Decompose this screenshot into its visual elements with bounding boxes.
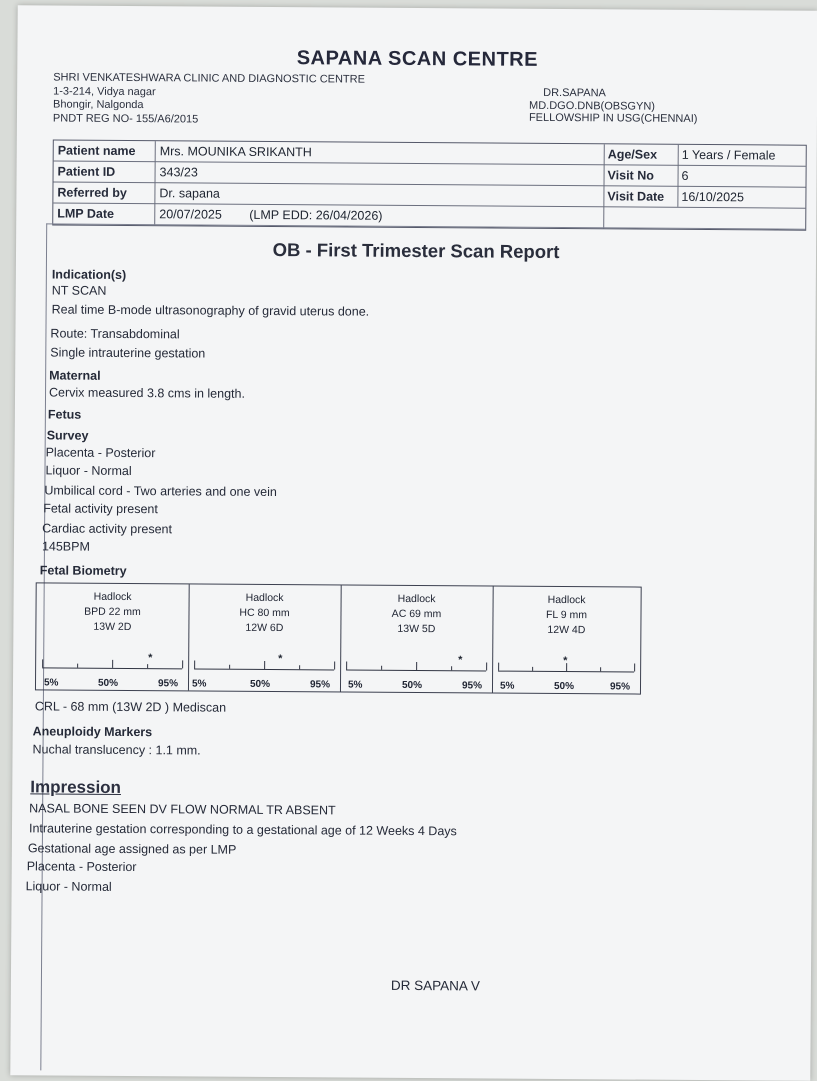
biometry-measure: BPD 22 mm <box>84 605 141 619</box>
fetus-heading: Fetus <box>47 407 82 422</box>
gestation-line: Single intrauterine gestation <box>50 345 206 361</box>
percentile-marker: * <box>563 655 568 668</box>
impression-line: Gestational age assigned as per LMP <box>27 841 237 857</box>
pct-95-label: 95% <box>157 678 179 690</box>
label-referred-by: Referred by <box>57 185 127 200</box>
scale-tick <box>416 662 417 670</box>
pct-5-label: 5% <box>499 680 515 692</box>
biometry-method: Hadlock <box>93 590 132 604</box>
label-patient-id: Patient ID <box>57 164 116 179</box>
scale-tick-minor <box>229 665 230 669</box>
patient-name: Mrs. MOUNIKA SRIKANTH <box>159 144 312 160</box>
scale-tick-minor <box>147 664 148 668</box>
pct-50-label: 50% <box>249 678 271 690</box>
label-visit-no: Visit No <box>607 168 654 183</box>
scale-tick <box>486 663 487 671</box>
nt-line: Nuchal translucency : 1.1 mm. <box>32 742 201 758</box>
percentile-scale <box>194 653 334 670</box>
referred-by: Dr. sapana <box>159 186 220 201</box>
pndt-reg: PNDT REG NO- 155/A6/2015 <box>52 111 199 125</box>
clinic-address <box>53 71 365 127</box>
label-patient-name: Patient name <box>57 143 136 159</box>
centre-title: SAPANA SCAN CENTRE <box>296 47 539 71</box>
report-title: OB - First Trimester Scan Report <box>272 239 560 263</box>
scale-tick <box>112 660 113 668</box>
report-paper <box>10 5 817 1081</box>
pct-5-label: 5% <box>191 678 207 690</box>
doctor-fellowship: FELLOWSHIP IN USG(CHENNAI) <box>528 111 698 125</box>
percentile-marker: * <box>278 653 283 666</box>
biometry-ga: 12W 6D <box>245 621 284 635</box>
scale-tick <box>42 659 43 667</box>
percentile-scale <box>346 654 486 672</box>
biometry-cell <box>492 587 641 694</box>
aneuploidy-heading: Aneuploidy Markers <box>32 724 153 740</box>
clinic-name: SHRI VENKATESHWARA CLINIC AND DIAGNOSTIC CENTRE <box>53 71 365 86</box>
age-sex: 1 Years / Female <box>681 147 776 163</box>
impression-line: Placenta - Posterior <box>26 859 137 875</box>
pct-50-label: 50% <box>401 679 423 692</box>
pct-5-label: 5% <box>347 679 363 691</box>
percentile-marker: * <box>148 652 153 665</box>
bpm-line: 145BPM <box>41 539 90 554</box>
cardiac-line: Cardiac activity present <box>42 521 173 537</box>
lmp-date: 20/07/2025 <box>159 207 222 222</box>
visit-date: 16/10/2025 <box>681 189 745 205</box>
label-lmp-date: LMP Date <box>57 206 115 221</box>
scale-tick-minor <box>532 667 533 671</box>
pct-95-label: 95% <box>609 681 631 693</box>
survey-heading: Survey <box>46 428 89 443</box>
doctor-degree: MD.DGO.DNB(OBSGYN) <box>529 99 656 113</box>
scale-tick <box>264 661 265 669</box>
pct-5-label: 5% <box>43 677 59 689</box>
impression-line: Intrauterine gestation corresponding to a gestational age of 12 Weeks 4 Days <box>28 821 457 839</box>
biometry-heading: Fetal Biometry <box>39 563 127 578</box>
patient-info-table <box>52 139 807 230</box>
pct-95-label: 95% <box>461 680 483 692</box>
maternal-heading: Maternal <box>49 368 101 383</box>
biometry-ga: 13W 5D <box>397 622 436 636</box>
scale-tick-minor <box>600 667 601 671</box>
biometry-cell <box>340 585 494 692</box>
impression-line: NASAL BONE SEEN DV FLOW NORMAL TR ABSENT <box>29 801 336 818</box>
cervix-line: Cervix measured 3.8 cms in length. <box>48 385 246 401</box>
pct-50-label: 50% <box>553 680 575 693</box>
biometry-ga: 13W 2D <box>93 620 132 634</box>
liquor-line: Liquor - Normal <box>45 463 132 479</box>
biometry-measure: HC 80 mm <box>239 606 290 620</box>
placenta-line: Placenta - Posterior <box>45 445 156 461</box>
indication-heading: Indication(s) <box>51 267 127 282</box>
doctor-info <box>529 87 698 126</box>
scale-tick-minor <box>77 664 78 668</box>
biometry-method: Hadlock <box>245 591 284 605</box>
fetal-biometry-table <box>35 582 642 694</box>
scale-tick <box>346 662 347 670</box>
cord-line: Umbilical cord - Two arteries and one vein <box>44 483 277 500</box>
patient-id: 343/23 <box>159 165 198 180</box>
biometry-cell <box>36 583 190 690</box>
impression-heading: Impression <box>30 777 122 797</box>
biometry-method: Hadlock <box>547 593 586 607</box>
scale-tick <box>334 661 335 669</box>
label-visit-date: Visit Date <box>607 189 665 204</box>
clinic-city: Bhongir, Nalgonda <box>53 98 144 112</box>
procedure-line: Real time B-mode ultrasonography of gravid uterus done. <box>51 302 370 319</box>
indication-value: NT SCAN <box>51 283 107 298</box>
route-line: Route: Transabdominal <box>50 326 180 342</box>
visit-no: 6 <box>681 168 689 183</box>
label-age-sex: Age/Sex <box>607 147 658 162</box>
percentile-scale <box>42 652 182 669</box>
biometry-measure: AC 69 mm <box>391 607 442 621</box>
percentile-marker: * <box>458 654 463 667</box>
scale-tick <box>634 664 635 672</box>
signature-name: DR SAPANA V <box>390 977 480 994</box>
impression-line: Liquor - Normal <box>25 879 112 894</box>
biometry-measure: FL 9 mm <box>545 608 588 622</box>
scale-tick-minor <box>299 665 300 669</box>
biometry-method: Hadlock <box>397 592 436 606</box>
pct-50-label: 50% <box>97 677 119 689</box>
biometry-ga: 12W 4D <box>547 623 586 637</box>
fetal-activity-line: Fetal activity present <box>43 501 158 517</box>
scale-tick-minor <box>451 666 452 670</box>
percentile-scale <box>498 655 634 673</box>
biometry-cell <box>188 584 342 691</box>
scale-tick <box>194 660 195 668</box>
pct-95-label: 95% <box>309 679 331 691</box>
scale-tick <box>182 660 183 668</box>
crl-line: CRL - 68 mm (13W 2D ) Mediscan <box>34 699 227 715</box>
scale-tick <box>498 663 499 671</box>
lmp-edd: (LMP EDD: 26/04/2026) <box>249 207 383 223</box>
scale-tick-minor <box>381 666 382 670</box>
clinic-street: 1-3-214, Vidya nagar <box>53 84 156 98</box>
doctor-name: DR.SAPANA <box>543 86 606 100</box>
